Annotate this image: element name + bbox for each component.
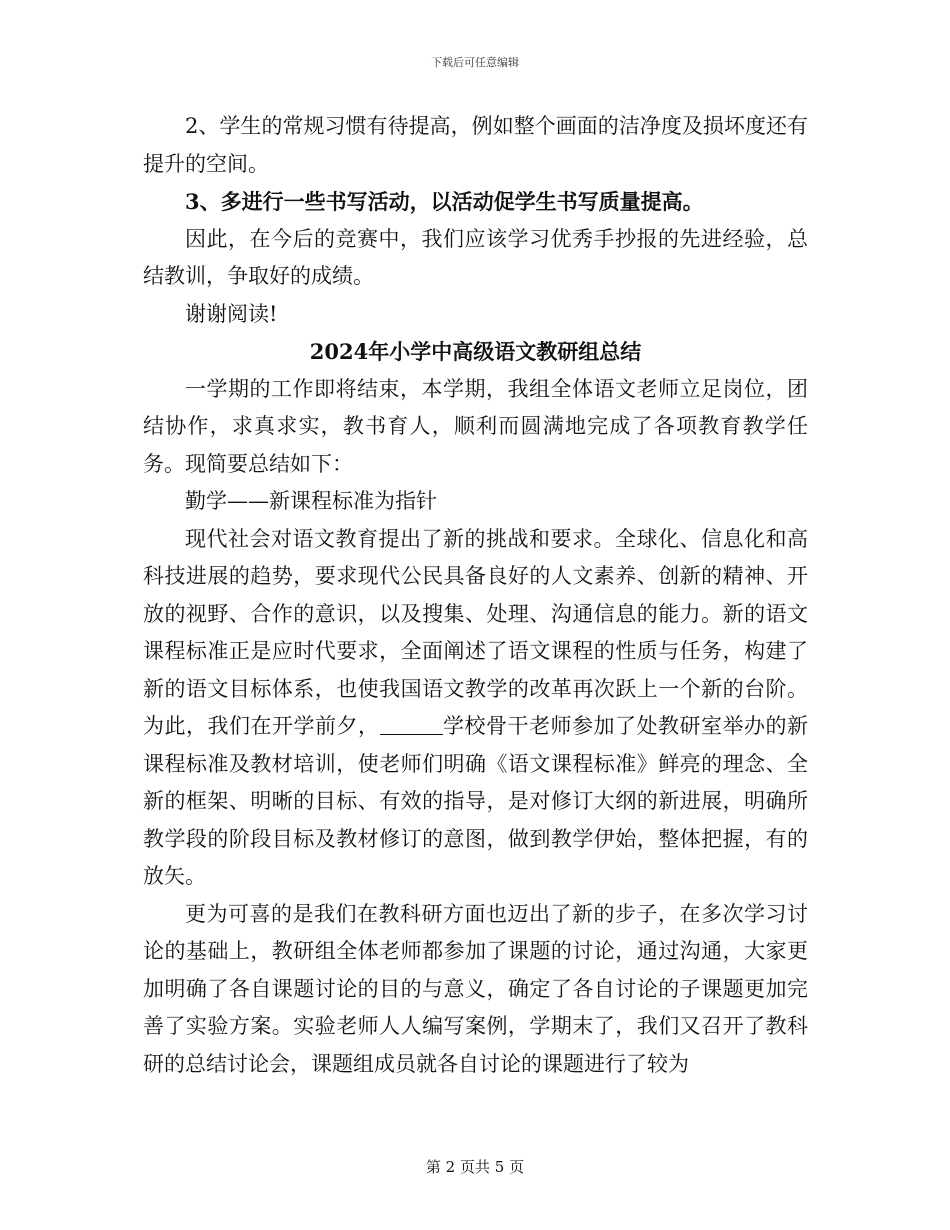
paragraph-research: 更为可喜的是我们在教科研方面也迈出了新的步子，在多次学习讨论的基础上，教研组全体老师都参加了课题的讨论，通过沟通，大家更加明确了各自课题讨论的目的与意义，确定了各自讨论的子课题更加完善了实验方案。实验老师人人编写案例，学期末了，我们又召开了教科研的总结讨论会，课题组成员就各自讨论的课题进行了较为	[143, 901, 808, 1076]
paragraph-thanks: 谢谢阅读!	[185, 301, 278, 326]
paragraph-habits: 2、学生的常规习惯有待提高，例如整个画面的洁净度及损坏度还有提升的空间。	[143, 114, 808, 176]
paragraph-conclusion: 因此，在今后的竞赛中，我们应该学习优秀手抄报的先进经验，总结教训，争取好的成绩。	[143, 226, 808, 288]
header-note: 下载后可任意编辑	[431, 56, 519, 69]
subheading-diligent-study: 勤学——新课程标准为指针	[185, 489, 437, 513]
paragraph-intro: 一学期的工作即将结束，本学期，我组全体语文老师立足岗位，团结协作，求真求实，教书育人，顺利而圆满地完成了各项教育教学任务。现简要总结如下：	[143, 376, 808, 476]
fill-in-blank	[380, 713, 443, 735]
paragraph-curriculum-part-a: 现代社会对语文教育提出了新的挑战和要求。全球化、信息化和高科技进展的趋势，要求现代公民具备良好的人文素养、创新的精神、开放的视野、合作的意识，以及搜集、处理、沟通信息的能力。新的语文课程标准正是应时代要求，全面阐述了语文课程的性质与任务，构建了新的语文目标体系，也使我国语文教学的改革再次跃上一个新的台阶。为此，我们在开学前夕，	[143, 526, 808, 738]
page-footer: 第 2 页共 5 页	[425, 1158, 525, 1176]
paragraph-curriculum-standards	[143, 521, 808, 896]
paragraph-writing-activities: 3、多进行一些书写活动，以活动促学生书写质量提高。	[185, 189, 704, 214]
paragraph-curriculum-part-b: 学校骨干老师参加了处教研室举办的新课程标准及教材培训，使老师们明确《语文课程标准》鲜亮的理念、全新的框架、明晰的目标、有效的指导，是对修订大纲的新进展，明确所教学段的阶段目标及教材修订的意图，做到教学伊始，整体把握，有的放矢。	[143, 714, 808, 888]
document-body	[143, 108, 808, 1083]
section-title: 2024年小学中高级语文教研组总结	[309, 339, 642, 364]
